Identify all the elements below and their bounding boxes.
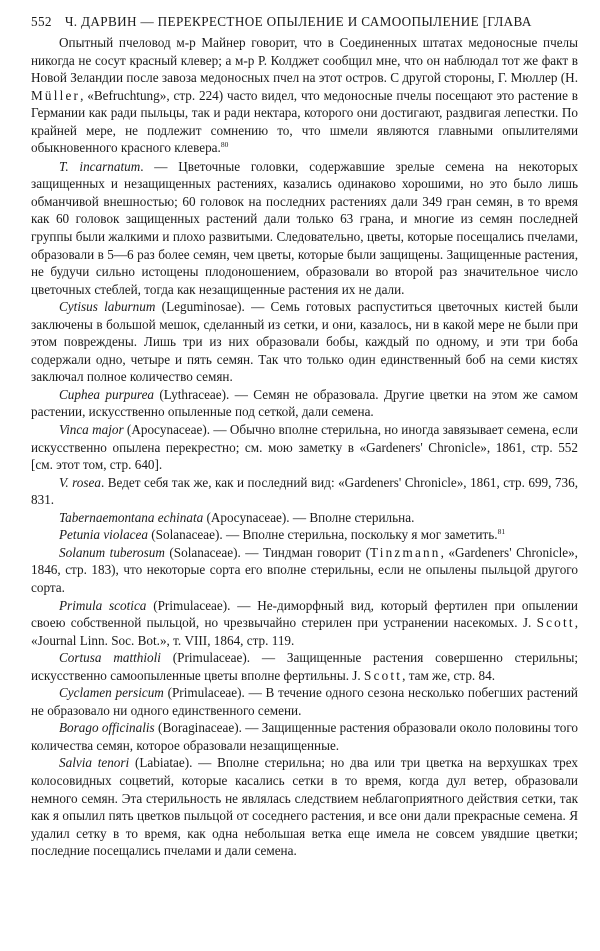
running-title: Ч. ДАРВИН — ПЕРЕКРЕСТНОЕ ОПЫЛЕНИЕ И САМООПЫЛЕНИЕ [ГЛАВА [64,14,532,29]
entry-cyclamen [31,684,578,719]
entry-text: (Solanaceae). — Тиндман говорит ( [164,544,370,560]
spaced-author-name: Scott [536,615,575,631]
entry-primula [31,597,578,650]
species-name: Petunia violacea [59,527,148,543]
entry-text: (Primulaceae). — Не-диморфный вид, который фертилен при опылении своею собственной пыльцой, но чрезвычайно стерилен при устранении насекомых. J. [31,597,578,631]
spaced-author-name: Müller [31,87,81,103]
spaced-author-name: Tinzmann [369,544,441,560]
page-number: 552 [31,14,52,29]
spaced-author-name: Scott [364,667,403,683]
footnote-marker: 81 [497,527,506,537]
entry-solanum [31,544,578,597]
entry-text: (Apocynaceae). — Обычно вполне стерильна, но иногда завязывает семена, если искусственно опылена перекрестно; см. мою заметку в «Gardeners' Chronicle», 1861, стр. 552 [см. этот том, стр. 640]. [31,422,578,473]
entry-tabernaemontana [31,509,578,527]
entry-vinca-major [31,421,578,474]
species-name: V. rosea [59,474,101,490]
species-name: Salvia tenori [59,755,130,771]
entry-text: , «Journal Linn. Soc. Bot.», т. VIII, 1864, стр. 119. [31,615,578,648]
entry-text: . Ведет себя так же, как и последний вид: «Gardeners' Chronicle», 1861, стр. 699, 736, 831. [31,474,579,508]
entry-text: , «Gardeners' Chronicle», 1846, стр. 183), что некоторые сорта его вполне стерильны, если не опылены пыльцой другого сорта. [31,544,578,595]
entry-salvia [31,754,578,859]
entry-text: (Boraginaceae). — Защищенные растения образовали около половины того количества семян, которое образовали незащищенные. [31,720,579,753]
entry-text: . — Цветочные головки, содержавшие зрелые семена на некоторых защищенных и незащищенных растениях, казались одинаково хорошими, но это было лишь обманчивой внешностью; 60 головок на последних растениях дали 349 гран семян, в то время как 60 головок защищенных растений дали только 63 грана, и многие из семян последней группы были жалкими и плохо развитыми. Следовательно, цветы, которые посещались пчелами, образовали в 5—6 раз более семян, чем цветы, которые были защищены. Защищенные растения, не будучи сильно истощены плодоношением, образовали во второй раз значительное число цветочных стеблей, тогда как незащищенные растения их не дали. [31,158,578,297]
entry-text: (Labiatae). — Вполне стерильна; но два или три цветка на верхушках трех колосовидных соцветий, которые касались сетки в то время, когда дул ветер, образовали немного семян. Эта стерильность не являлась следствием неблагоприятного действия сетки, так как я опылил пять цветков пыльцой от соседнего растения, и все они дали прекрасные семена. Я удалил сетку в то время, как одна небольшая ветка еще имела не совсем увядшие цветки; последние посещались пчелами и дали семена. [31,755,578,859]
entry-text: (Solanaceae). — Вполне стерильна, поскольку я мог заметить. [147,527,498,543]
entry-text: , там же, стр. 84. [402,667,495,683]
entry-text: (Lythraceae). — Семян не образовала. Другие цветки на этом же самом растении, искусственно опыленные под сеткой, дали семена. [31,386,578,420]
paragraph-intro [31,34,578,157]
entry-text: (Primulaceae). — Защищенные растения совершенно стерильны; искусственно самоопыленные цветы вполне фертильны. J. [31,650,578,683]
footnote-marker: 80 [220,140,229,150]
paragraph-text: , «Befruchtung», стр. 224) часто видел, что медоносные пчелы посещают это растение в Германии как ради пыльцы, так и ради нектара, которого они достигают, раздвигая лепестки. По крайней мере, не подлежит сомнению то, что шмели являются главными опылителями обыкновенного красного клевера. [31,87,578,156]
species-name: Primula scotica [59,597,147,613]
entry-petunia [31,526,578,544]
entry-borago [31,719,578,754]
entry-cortusa [31,649,578,684]
entry-cuphea [31,386,578,421]
paragraph-text: Опытный пчеловод м-р Майнер говорит, что в Соединенных штатах медоносные пчелы никогда не сосут красный клевер; а м-р Р. Колджет сообщил мне, что он наблюдал тот же факт в Новой Зеландии после завоза медоносных пчел на этот остров. С другой стороны, Г. Мюллер (H. [31,35,578,86]
species-name: Cyclamen persicum [59,685,164,701]
species-name: Vinca major [59,422,124,438]
species-name: Cortusa matthioli [59,650,161,666]
entry-text: (Leguminosae). — Семь готовых распуститься цветочных кистей были заключены в большой мешок, сделанный из сетки, и они, казалось, ни в какой мере не были при этом повреждены. Лишь три из них образовали бобы, каждый по одному, и эти три боба содержали одно, четыре и пять семян. Так что только один единственный боб на семи кистях заключал полное количество семян. [31,299,578,385]
entry-text: (Primulaceae). — В течение одного сезона несколько побегших растений не образовало ни одного единственного семени. [31,685,578,718]
species-name: Tabernaemontana echinata [59,509,204,525]
entry-text: (Apocynaceae). — Вполне стерильна. [203,509,415,525]
species-name: Cuphea purpurea [59,386,155,402]
entry-cytisus [31,298,578,386]
species-name: Cytisus laburnum [59,299,156,315]
species-name: T. incarnatum [59,158,141,174]
entry-t-incarnatum [31,158,578,298]
entry-vinca-rosea [31,474,578,509]
species-name: Borago officinalis [59,720,155,736]
species-name: Solanum tuberosum [59,544,165,560]
running-header [31,13,578,31]
